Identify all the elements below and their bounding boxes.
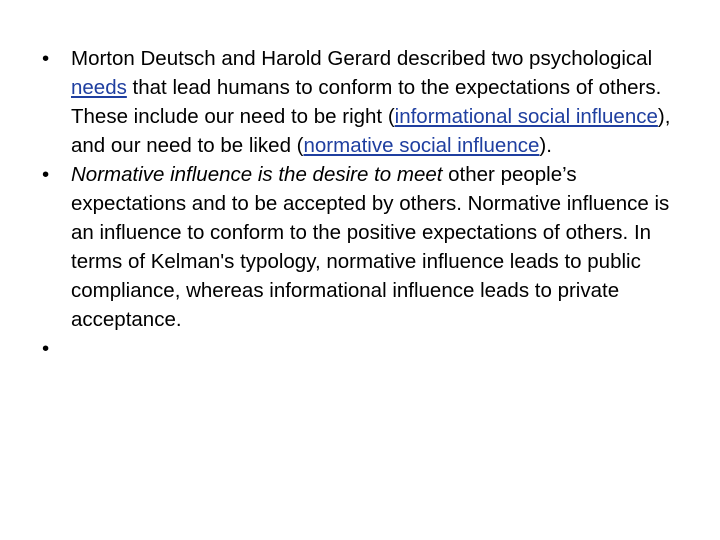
bullet-text: that lead humans to conform to the expectations of others. These include our need to be right ( <box>71 76 662 128</box>
bullet-marker: • <box>42 47 50 70</box>
bullet-text: Morton Deutsch and Harold Gerard described two psychological <box>71 47 653 70</box>
bullet-marker: • <box>42 163 50 186</box>
bullet-text: ). <box>539 134 552 157</box>
bullet-text: other people’s expectations and to be accepted by others. Normative influence is an influence to conform to the positive expectations of others. In terms of Kelman's typology, normative influence leads to public compliance, whereas informational influence leads to private acceptance. <box>71 163 670 331</box>
link-informational-social-influence[interactable]: informational social influence <box>394 105 658 128</box>
bullet-item-normative-influence <box>42 160 672 334</box>
bullet-italic-text: Normative influence is the desire to meet <box>71 163 443 186</box>
bullet-item-empty <box>42 334 672 363</box>
bullet-item-deutsch-gerard <box>42 44 672 160</box>
bullet-text: ), and our need to be liked ( <box>71 105 671 157</box>
link-normative-social-influence[interactable]: normative social influence <box>303 134 540 157</box>
bullet-marker: • <box>42 337 50 360</box>
bullet-list <box>42 44 672 363</box>
link-needs[interactable]: needs <box>71 76 127 99</box>
